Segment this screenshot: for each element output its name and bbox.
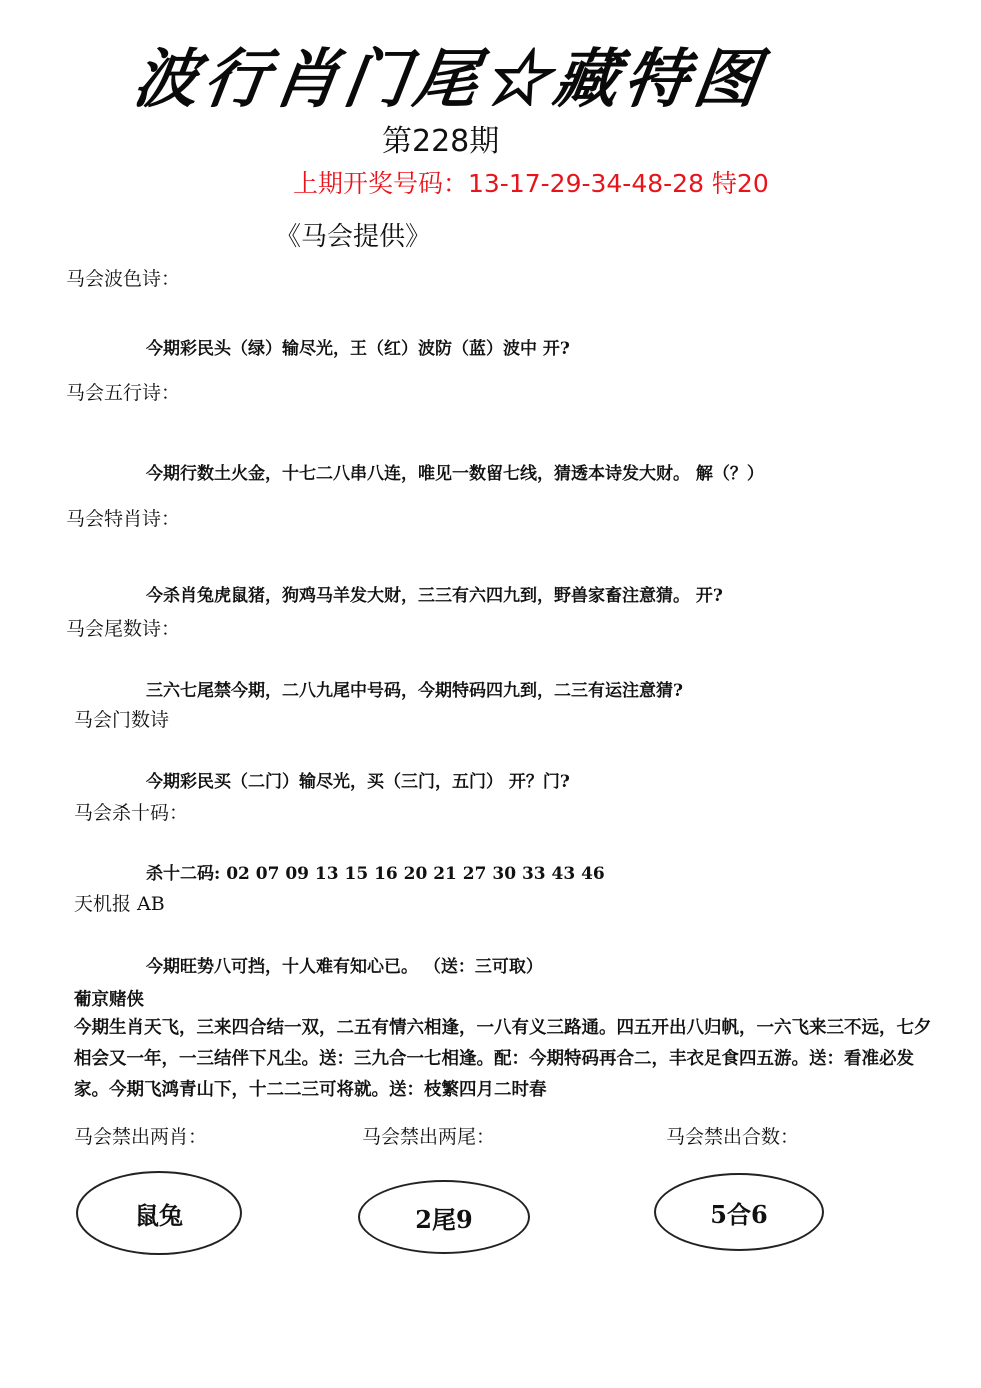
zodiac-poem: 今杀肖兔虎鼠猪，狗鸡马羊发大财，三三有六四九到，野兽家畜注意猜。 开? <box>146 586 723 606</box>
zodiac-heading: 马会特肖诗： <box>66 508 181 530</box>
banned-zodiac-value: 鼠兔 <box>135 1200 183 1230</box>
five-elements-heading: 马会五行诗： <box>66 382 181 404</box>
five-elements-poem: 今期行数土火金，十七二八串八连，唯见一数留七线，猜透本诗发大财。 解（？） <box>146 464 764 484</box>
gate-poem: 今期彩民买（二门）输尽光，买（三门，五门） 开？门? <box>146 772 570 792</box>
oracle-heading: 天机报 AB <box>74 893 165 915</box>
banned-sum-oval <box>654 1173 824 1251</box>
kill-numbers-line: 杀十二码: 02 07 09 13 15 16 20 21 27 30 33 43 46 <box>146 864 605 884</box>
banned-tail-oval <box>358 1180 530 1254</box>
banned-zodiac-oval <box>76 1171 242 1255</box>
gate-heading: 马会门数诗 <box>74 709 170 731</box>
gambler-paragraph: 今期生肖天飞，三来四合结一双，二五有情六相逢，一八有义三路通。四五开出八归帆，一六飞来三不远，七夕相会又一年，一三结伴下凡尘。送：三九合一七相逢。配：今期特码再合二，丰衣足食四五游。送：看准必发家。今期飞鸿青山下，十二二三可将就。送：枝繁四月二时春 <box>74 1018 932 1100</box>
wave-color-poem: 今期彩民头（绿）输尽光，王（红）波防（蓝）波中 开? <box>146 339 570 359</box>
page-title: 波行肖门尾☆藏特图 <box>128 42 770 117</box>
tail-heading: 马会尾数诗： <box>66 618 181 640</box>
issue-number: 第228期 <box>382 124 500 159</box>
kill-numbers-heading: 马会杀十码： <box>74 802 189 824</box>
banned-sum-label: 马会禁出合数： <box>666 1126 800 1148</box>
banned-sum-value: 5合6 <box>710 1199 768 1229</box>
gambler-heading: 葡京赌侠 <box>74 990 144 1010</box>
banned-tail-value: 2尾9 <box>415 1204 473 1234</box>
wave-color-heading: 马会波色诗： <box>66 268 181 290</box>
oracle-line: 今期旺势八可挡，十人难有知心已。 （送：三可取） <box>146 957 543 977</box>
banned-zodiac-label: 马会禁出两肖： <box>74 1126 208 1148</box>
provider-label: 《马会提供》 <box>275 222 432 252</box>
tail-poem: 三六七尾禁今期，二八九尾中号码，今期特码四九到，二三有运注意猜? <box>146 681 683 701</box>
banned-tail-label: 马会禁出两尾： <box>362 1126 496 1148</box>
last-draw-result: 上期开奖号码：13-17-29-34-48-28 特20 <box>293 169 769 198</box>
